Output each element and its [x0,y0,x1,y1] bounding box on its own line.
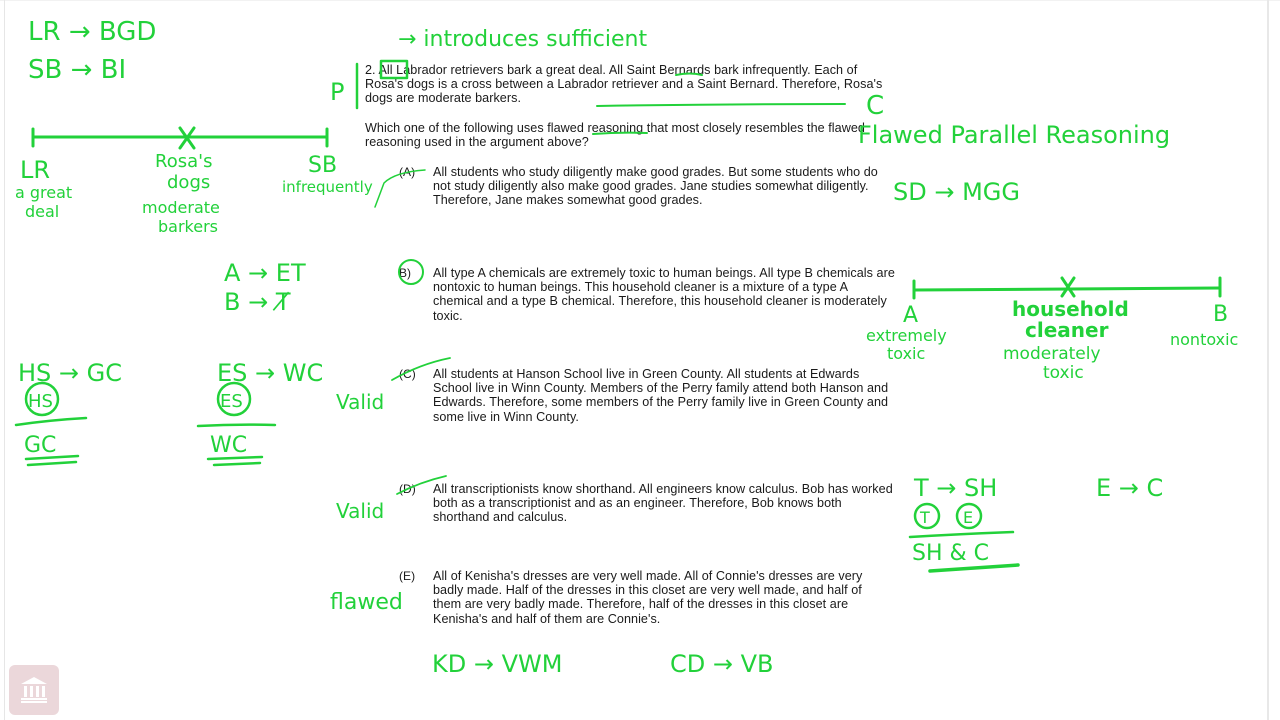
choice-letter: B) [399,266,412,280]
scale-right-label: SB [308,153,338,178]
choice-b-note-2: B → T̸ [224,288,291,316]
choice-b-scale-middle-sub1: moderately [1003,344,1101,364]
choice-text: All type A chemicals are extremely toxic to human beings. All type B chemicals are nontoxic to human beings. This household cleaner is a mixture of a type A chemical and a type B chemical. Therefore, this household cleaner is moderately toxic. [433,266,895,323]
scale-middle-label: Rosa's [155,151,213,172]
choice-c-hs-divider [16,418,86,425]
choice-c-es-circle-label: ES [220,391,243,412]
choice-d-verdict: Valid [336,499,385,523]
note-introduces-sufficient: → introduces sufficient [398,27,648,52]
choice-c-hs-circle [26,383,58,415]
choice-text: All students who study diligently make good grades. But some students who do not study diligently also make good grades. Jane studies somewhat diligently. Therefore, Jane makes somewhat good grades. [433,165,878,208]
choice-text: All transcriptionists know shorthand. All engineers know calculus. Bob has worked both as a transcriptionist and as an engineer. Therefore, Bob knows both shorthand and calculus. [433,482,893,525]
answer-choice-e [399,569,878,626]
choice-b-scale-middle: household [1012,297,1129,321]
choice-d-result-underline [930,565,1018,571]
choice-e-cd-rule: CD → VB [670,650,774,678]
choice-e-kd-rule: KD → VWM [432,650,563,678]
choice-d-t-circle-label: T [920,508,930,527]
choice-letter: (E) [399,569,416,583]
scale-left-label: LR [20,156,51,184]
choice-b-scale-middle-sub2: toxic [1043,363,1084,383]
scale-left-sub2: deal [25,202,60,221]
choice-c-hs-circle-label: HS [28,391,53,412]
stem-first-word: All [378,63,393,77]
choice-b-scale-right: B [1213,302,1229,327]
answer-choice-c [399,367,893,424]
institution-columns-icon [18,675,50,705]
choice-c-es-double-underline [208,457,262,465]
choice-d-e-circle [957,504,981,528]
scale-left-sub1: a great [15,183,73,202]
choice-text: All of Kenisha's dresses are very well made. All of Connie's dresses are very badly made. Half of the dresses in this closet are very well made, and half of them are very badly made. Therefore, half of the dresses in this closet are Kenisha's and half of them are Connie's. [433,569,863,626]
answer-choice-b [399,266,898,323]
choice-c-verdict: Valid [336,390,385,414]
frame-top-edge [0,0,1280,1]
question-stem [365,63,895,106]
choice-a-note: SD → MGG [893,178,1020,206]
choice-letter: (D) [399,482,416,496]
choice-b-note-1: A → ET [224,259,306,287]
choice-b-x-mark [1062,278,1074,296]
choice-b-scale-left-sub1: extremely [866,326,947,345]
scale-middle-sub1: moderate [142,198,220,217]
choice-text: All students at Hanson School live in Green County. All students at Edwards School live in Winn County. Members of the Perry family attend both Hanson and Edwards. Therefore, some members of the Perry family live in Green County and some live in Winn County. [433,367,889,424]
choice-c-es-circle [218,383,250,415]
choice-c-hs-double-underline [26,456,78,465]
choice-b-scale-left: A [903,303,919,328]
choice-d-result: SH & C [912,541,990,566]
choice-d-e-circle-label: E [963,508,974,527]
scale-x-mark [180,128,194,148]
choice-e-verdict: flawed [330,590,403,615]
question-prompt: Which one of the following uses flawed reasoning that most closely resembles the flawed reasoning used in the argument above? [365,121,865,150]
choice-c-es-result: WC [210,433,248,458]
institution-logo [9,665,59,715]
choice-b-scale-line [914,288,1220,290]
choice-b-scale-right-sub: nontoxic [1170,330,1239,349]
choice-d-t-rule: T → SH [914,474,998,502]
choice-letter: (A) [399,165,416,179]
scale-middle-label2: dogs [167,172,211,193]
note-sb-bi: SB → BI [28,55,127,85]
choice-c-es-rule: ES → WC [217,359,324,387]
frame-right-edge [1267,0,1269,720]
question-type-label: Flawed Parallel Reasoning [858,121,1171,149]
premise-mark: P [330,78,345,106]
frame-left-edge [4,0,5,720]
choice-letter: (C) [399,367,416,381]
choice-b-scale-left-sub2: toxic [887,344,926,363]
stem-text: Labrador retrievers bark a great deal. All Saint Bernards bark infrequently. Each of Rosa's dogs is a cross between a Labrador retriever and a Saint Bernard. Therefore, Rosa's dogs are moderate barkers. [365,63,883,106]
scale-right-sub: infrequently [282,178,373,196]
answer-choice-d [399,482,898,525]
choice-c-es-divider [198,425,275,426]
choice-c-hs-result: GC [24,433,57,458]
question-number: 2. [365,63,376,77]
scale-middle-sub2: barkers [158,217,218,236]
answer-choice-a [399,165,883,208]
choice-d-e-rule: E → C [1096,474,1164,502]
conclusion-mark: C [866,91,885,121]
note-lr-bgd: LR → BGD [28,17,157,47]
choice-d-divider [910,532,1013,537]
choice-d-t-circle [915,504,939,528]
choice-b-scale-middle2: cleaner [1025,318,1109,342]
choice-c-hs-rule: HS → GC [18,359,123,387]
